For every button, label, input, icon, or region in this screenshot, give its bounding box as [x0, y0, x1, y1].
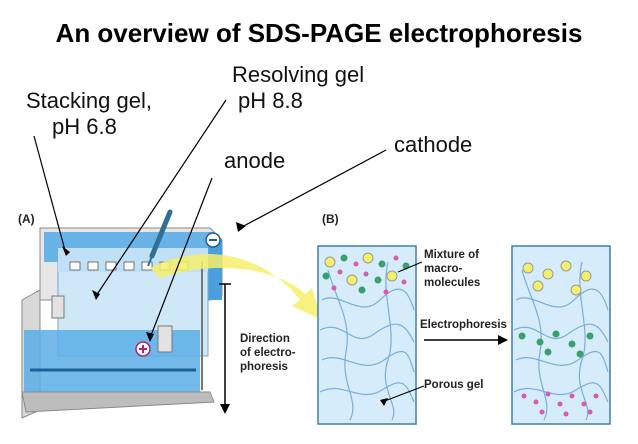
mixture-label-line2: macro- — [424, 263, 463, 275]
resolving-gel-label-line1: Resolving gel — [232, 62, 365, 87]
direction-label-line3: phoresis — [240, 361, 288, 373]
page-title: An overview of SDS-PAGE electrophoresis — [55, 18, 583, 48]
mixture-label — [424, 248, 480, 290]
stacking-gel-label-line1: Stacking gel, — [26, 88, 152, 113]
panel-a-tag: (A) — [18, 212, 35, 226]
apparatus-base — [22, 392, 214, 412]
direction-arrow — [219, 284, 231, 414]
porous-gel-label: Porous gel — [424, 379, 484, 391]
gel-apparatus — [22, 212, 222, 418]
stacking-gel-label-line2: pH 6.8 — [52, 114, 117, 139]
left-clamp — [52, 296, 64, 318]
mixture-label-line1: Mixture of — [424, 249, 479, 261]
mixture-label-line3: molecules — [424, 277, 481, 289]
panel-b-tag: (B) — [322, 212, 339, 226]
direction-label-line1: Direction — [240, 333, 290, 345]
electrophoresis-label: Electrophoresis — [420, 319, 507, 331]
cathode-label: cathode — [394, 132, 473, 157]
right-clamp — [158, 326, 172, 352]
direction-label — [240, 332, 296, 374]
lower-buffer-chamber — [24, 330, 200, 392]
resolving-gel-label-line2: pH 8.8 — [238, 88, 303, 113]
direction-label-line2: of electro- — [240, 347, 296, 359]
anode-label: anode — [224, 148, 286, 173]
electrophoresis-arrow — [424, 335, 508, 345]
